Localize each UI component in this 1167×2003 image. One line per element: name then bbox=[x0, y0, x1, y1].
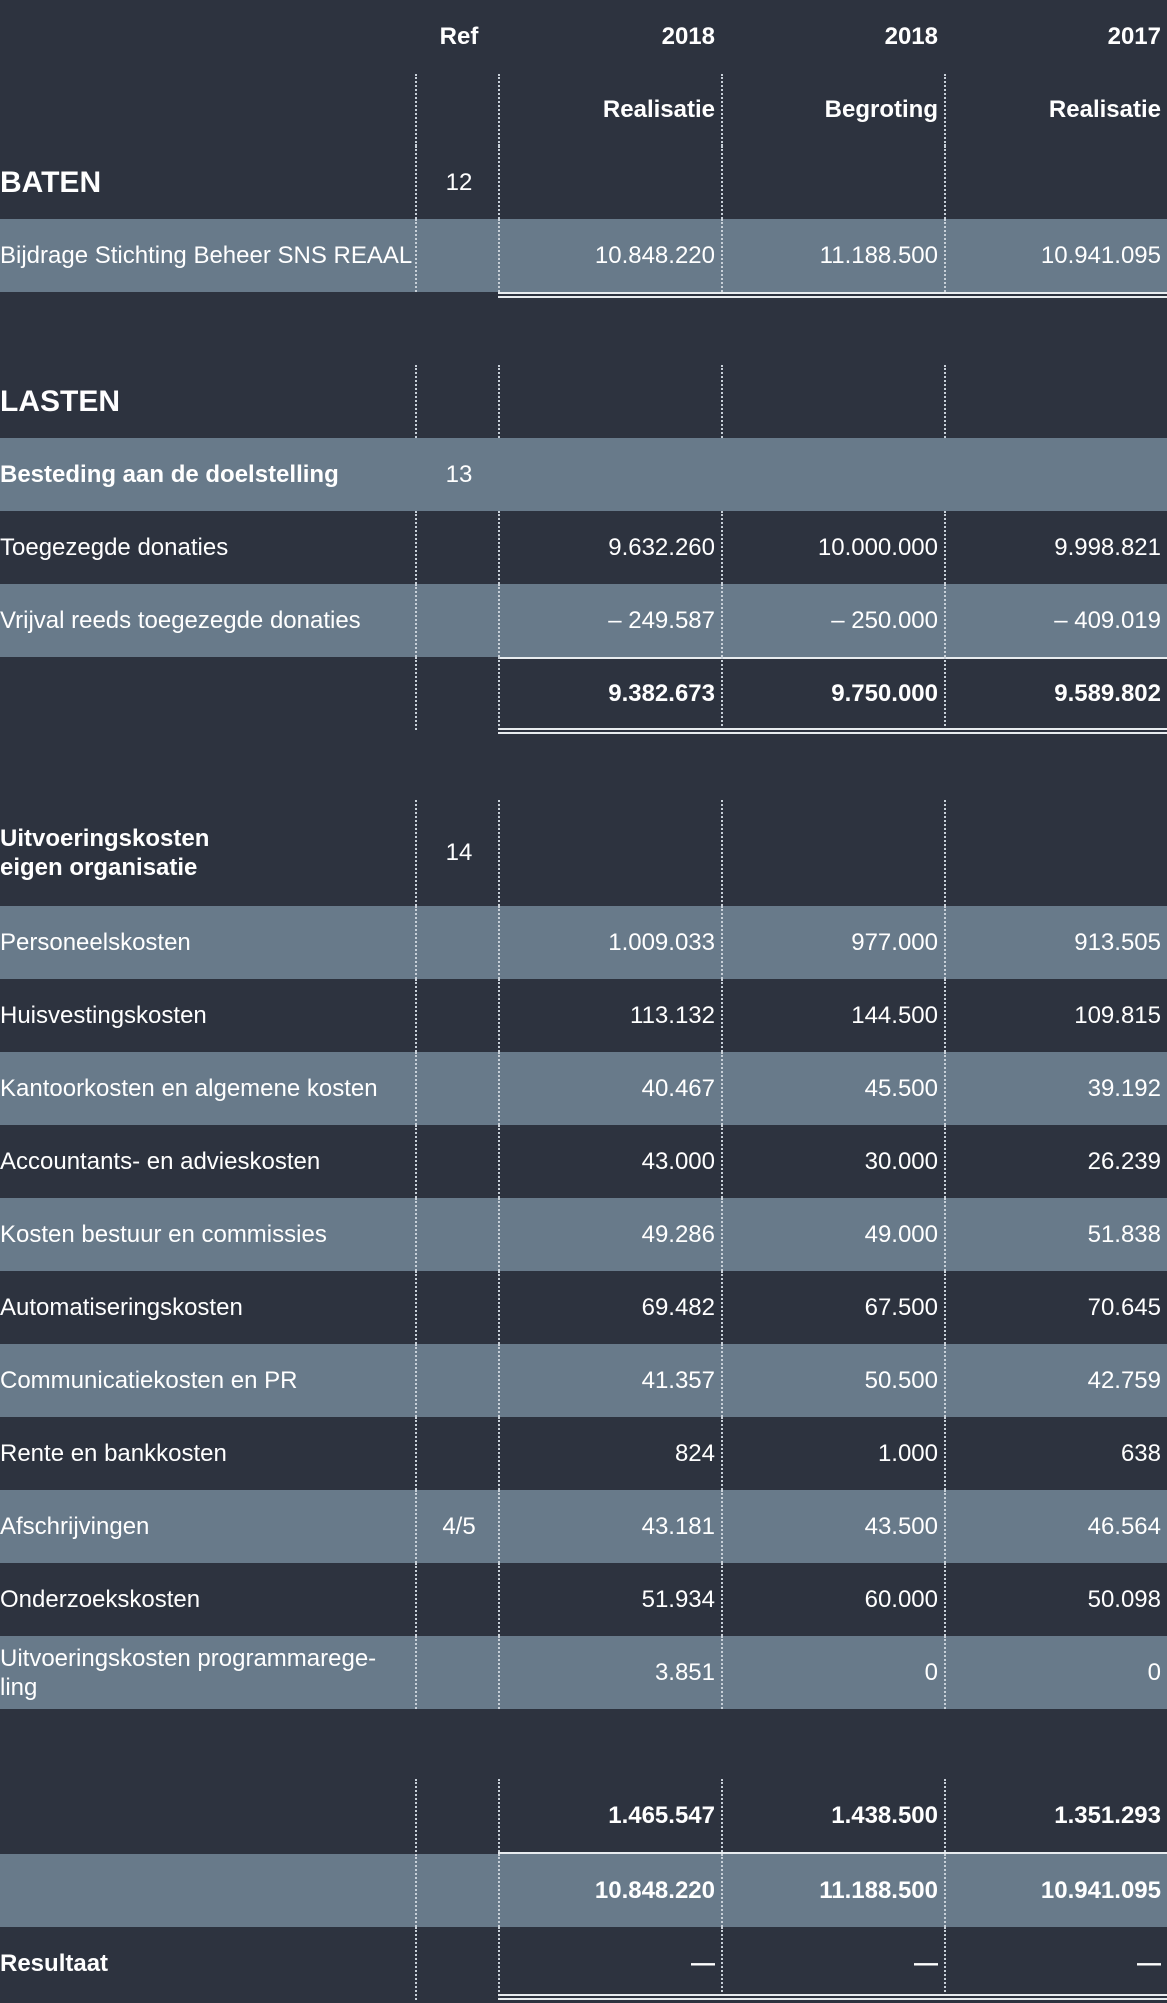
uitvoering-subsection-header bbox=[0, 800, 1167, 906]
row-ref bbox=[418, 1417, 500, 1490]
row-value-col2: 67.500 bbox=[864, 1293, 938, 1321]
row-ref bbox=[418, 1563, 500, 1636]
uitvoering-title: Uitvoeringskosten eigen organisatie bbox=[0, 825, 210, 881]
row-value-col3: 26.239 bbox=[1087, 1147, 1161, 1175]
row-value-col3: 10.941.095 bbox=[1040, 241, 1161, 269]
row-ref: 4/5 bbox=[442, 1512, 476, 1540]
header-years-row bbox=[0, 10, 1167, 64]
row-label: Huisvestingskosten bbox=[0, 1001, 207, 1029]
row-label: Toegezegde donaties bbox=[0, 533, 229, 561]
row-value-col3: 70.645 bbox=[1087, 1293, 1161, 1321]
resultaat-value-col2: — bbox=[914, 1949, 938, 1977]
row-value-col2: 11.188.500 bbox=[819, 241, 938, 269]
row-ref bbox=[418, 1198, 500, 1271]
row-label: Kosten bestuur en commissies bbox=[0, 1220, 327, 1248]
row-value-col3: 39.192 bbox=[1087, 1074, 1161, 1102]
total-value-col2: 1.438.500 bbox=[831, 1801, 938, 1829]
row-label: Kantoorkosten en algemene kosten bbox=[0, 1074, 378, 1102]
row-value-col3: 46.564 bbox=[1087, 1512, 1161, 1540]
lasten-section-header bbox=[0, 365, 1167, 438]
uitvoering-ref: 14 bbox=[445, 839, 473, 866]
row-value-col1: 113.132 bbox=[630, 1001, 715, 1029]
row-label: Vrijval reeds toegezegde donaties bbox=[0, 606, 361, 634]
type-header-col1: Realisatie bbox=[602, 96, 715, 123]
row-value-col1: 43.181 bbox=[641, 1512, 715, 1540]
besteding-subsection-header bbox=[0, 438, 1167, 511]
ref-column-header: Ref bbox=[439, 23, 479, 50]
row-ref bbox=[418, 979, 500, 1052]
header-types-row bbox=[0, 74, 1167, 146]
table-row bbox=[0, 979, 1167, 1052]
table-row bbox=[0, 511, 1167, 584]
row-value-col1: 3.851 bbox=[654, 1658, 715, 1686]
resultaat-value-col3: — bbox=[1137, 1949, 1161, 1977]
grand-total-col3: 10.941.095 bbox=[1040, 1876, 1161, 1904]
row-ref bbox=[418, 906, 500, 979]
type-header-col3: Realisatie bbox=[1048, 96, 1161, 123]
row-value-col2: 10.000.000 bbox=[817, 533, 938, 561]
total-value-col2: 9.750.000 bbox=[831, 679, 938, 707]
table-row bbox=[0, 584, 1167, 657]
row-label: Communicatiekosten en PR bbox=[0, 1366, 298, 1394]
row-value-col2: 60.000 bbox=[864, 1585, 938, 1613]
row-ref bbox=[418, 1271, 500, 1344]
row-value-col3: 109.815 bbox=[1074, 1001, 1161, 1029]
year-header-col1: 2018 bbox=[661, 23, 715, 50]
grand-total-col1: 10.848.220 bbox=[594, 1876, 715, 1904]
row-value-col3: 913.505 bbox=[1074, 928, 1161, 956]
row-label: Personeelskosten bbox=[0, 928, 191, 956]
table-row bbox=[0, 1490, 1167, 1563]
double-underline bbox=[498, 728, 1167, 734]
resultaat-label: Resultaat bbox=[0, 1949, 109, 1977]
table-row bbox=[0, 1052, 1167, 1125]
row-value-col1: 49.286 bbox=[641, 1220, 715, 1248]
row-value-col3: – 409.019 bbox=[1054, 606, 1161, 634]
lasten-title: LASTEN bbox=[0, 384, 120, 418]
row-value-col1: 69.482 bbox=[641, 1293, 715, 1321]
row-value-col3: 9.998.821 bbox=[1054, 533, 1161, 561]
year-header-col2: 2018 bbox=[884, 23, 938, 50]
table-row bbox=[0, 1344, 1167, 1417]
row-value-col2: 50.500 bbox=[864, 1366, 938, 1394]
baten-section-header bbox=[0, 146, 1167, 219]
row-value-col1: 51.934 bbox=[641, 1585, 715, 1613]
row-ref bbox=[418, 1125, 500, 1198]
baten-ref: 12 bbox=[445, 168, 473, 196]
type-header-col2: Begroting bbox=[824, 96, 938, 123]
row-label: Automatiseringskosten bbox=[0, 1293, 243, 1321]
row-label: Onderzoekskosten bbox=[0, 1585, 201, 1613]
row-value-col2: 43.500 bbox=[864, 1512, 938, 1540]
row-label: Bijdrage Stichting Beheer SNS REAAL bbox=[0, 241, 413, 269]
row-value-col2: 1.000 bbox=[877, 1439, 938, 1467]
row-label: Accountants- en advieskosten bbox=[0, 1147, 321, 1175]
besteding-total-row bbox=[0, 657, 1167, 730]
row-value-col2: 144.500 bbox=[851, 1001, 938, 1029]
row-value-col3: 0 bbox=[1147, 1658, 1161, 1686]
besteding-title: Besteding aan de doelstelling bbox=[0, 460, 339, 488]
besteding-ref: 13 bbox=[445, 460, 473, 488]
row-value-col2: 0 bbox=[924, 1658, 938, 1686]
row-value-col2: 49.000 bbox=[864, 1220, 938, 1248]
total-value-col1: 1.465.547 bbox=[608, 1801, 715, 1829]
row-value-col1: 9.632.260 bbox=[608, 533, 715, 561]
year-header-col3: 2017 bbox=[1107, 23, 1161, 50]
row-label: Afschrijvingen bbox=[0, 1512, 150, 1540]
table-row bbox=[0, 1417, 1167, 1490]
double-underline bbox=[498, 292, 1167, 298]
grand-total-row bbox=[0, 1854, 1167, 1927]
row-value-col3: 638 bbox=[1120, 1439, 1161, 1467]
row-ref bbox=[418, 1636, 500, 1709]
row-value-col1: 41.357 bbox=[641, 1366, 715, 1394]
row-value-col1: 1.009.033 bbox=[608, 928, 715, 956]
row-value-col2: 977.000 bbox=[851, 928, 938, 956]
baten-title: BATEN bbox=[0, 165, 102, 199]
total-value-col3: 9.589.802 bbox=[1054, 679, 1161, 707]
row-value-col1: – 249.587 bbox=[608, 606, 715, 634]
row-value-col2: – 250.000 bbox=[831, 606, 938, 634]
double-underline bbox=[498, 1994, 1167, 2000]
table-row bbox=[0, 1125, 1167, 1198]
table-row bbox=[0, 1198, 1167, 1271]
row-value-col2: 30.000 bbox=[864, 1147, 938, 1175]
row-label: Rente en bankkosten bbox=[0, 1439, 227, 1467]
row-label: Uitvoeringskosten programmarege-ling bbox=[0, 1644, 377, 1701]
row-value-col3: 51.838 bbox=[1087, 1220, 1161, 1248]
table-row bbox=[0, 219, 1167, 292]
uitvoering-total-row bbox=[0, 1779, 1167, 1852]
total-value-col1: 9.382.673 bbox=[608, 679, 715, 707]
row-value-col3: 50.098 bbox=[1087, 1585, 1161, 1613]
row-value-col2: 45.500 bbox=[864, 1074, 938, 1102]
total-value-col3: 1.351.293 bbox=[1054, 1801, 1161, 1829]
resultaat-row bbox=[0, 1927, 1167, 2000]
table-row bbox=[0, 1636, 1167, 1709]
resultaat-value-col1: — bbox=[691, 1949, 715, 1977]
row-ref bbox=[418, 1344, 500, 1417]
table-row bbox=[0, 1563, 1167, 1636]
table-row bbox=[0, 906, 1167, 979]
row-value-col1: 824 bbox=[674, 1439, 715, 1467]
grand-total-col2: 11.188.500 bbox=[819, 1876, 938, 1904]
row-value-col1: 43.000 bbox=[641, 1147, 715, 1175]
row-value-col1: 10.848.220 bbox=[594, 241, 715, 269]
table-row bbox=[0, 1271, 1167, 1344]
row-value-col1: 40.467 bbox=[641, 1074, 715, 1102]
row-value-col3: 42.759 bbox=[1087, 1366, 1161, 1394]
row-ref bbox=[418, 1052, 500, 1125]
